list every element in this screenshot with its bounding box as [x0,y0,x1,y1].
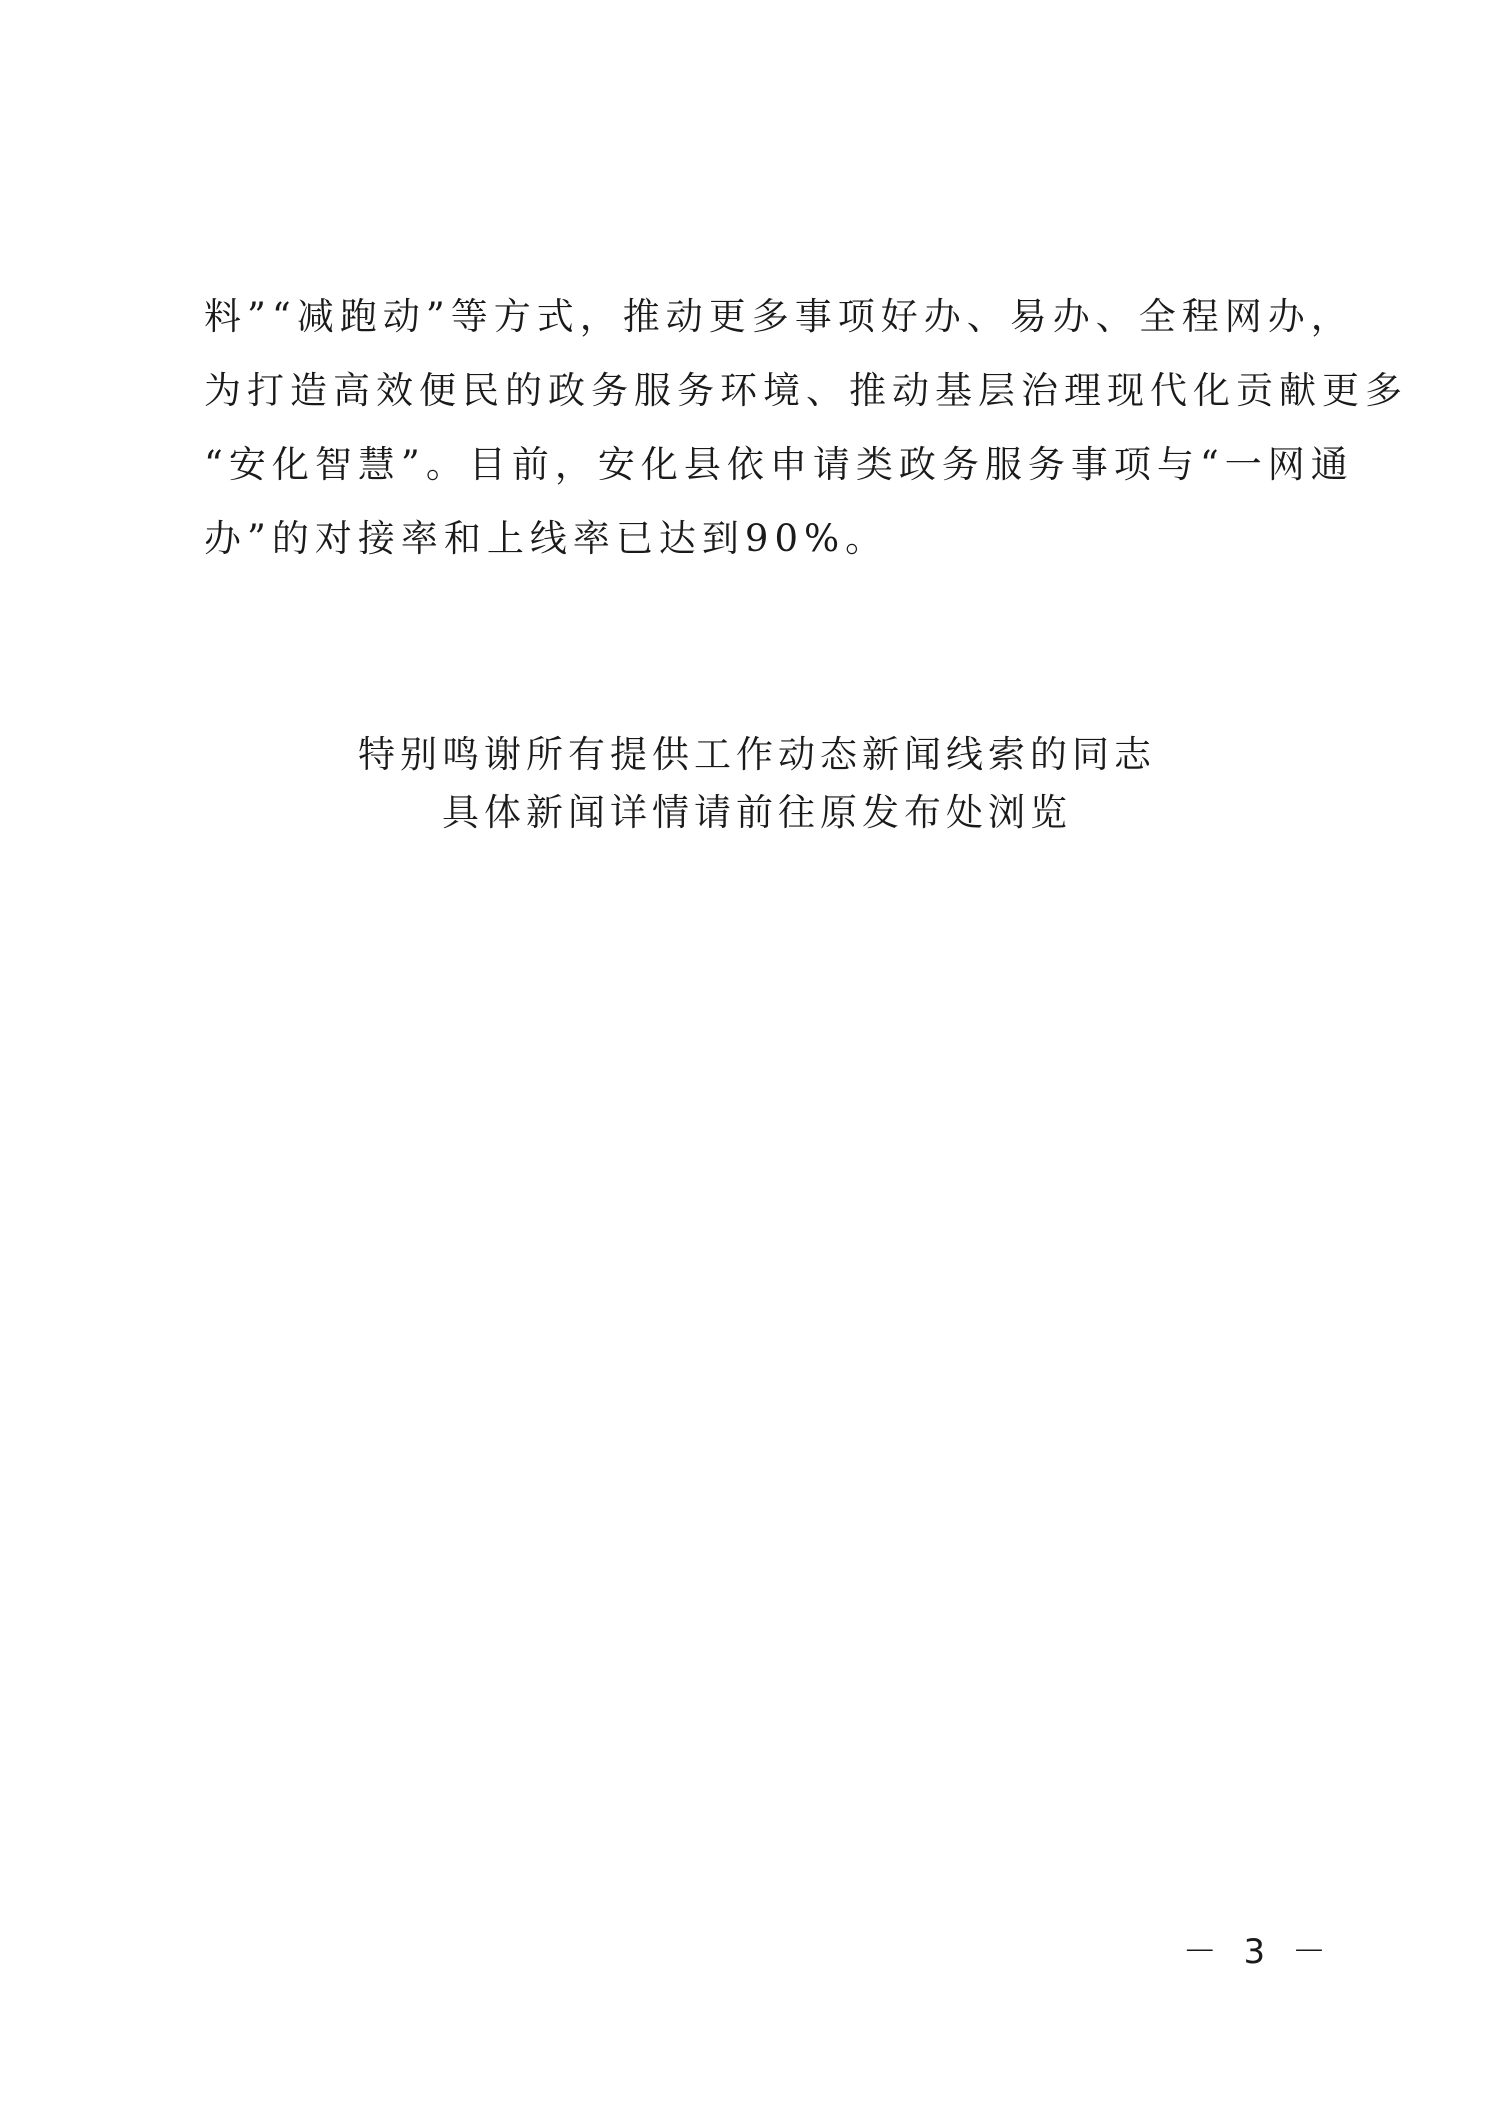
acknowledgement-block [0,726,1488,842]
paragraph-line: 料”“减跑动”等方式，推动更多事项好办、易办、全程网办， [204,295,1354,338]
paragraph-line: 办”的对接率和上线率已达到90%。 [204,517,889,560]
acknowledgement-line: 具体新闻详情请前往原发布处浏览 [442,791,1072,834]
paragraph-line: 为打造高效便民的政务服务环境、推动基层治理现代化贡献更多 [204,369,1408,412]
acknowledgement-line: 特别鸣谢所有提供工作动态新闻线索的同志 [358,733,1156,776]
body-paragraph [204,280,1408,576]
paragraph-line: “安化智慧”。目前，安化县依申请类政务服务事项与“一网通 [204,443,1354,486]
page-number: － 3 － [1182,1932,1334,1972]
